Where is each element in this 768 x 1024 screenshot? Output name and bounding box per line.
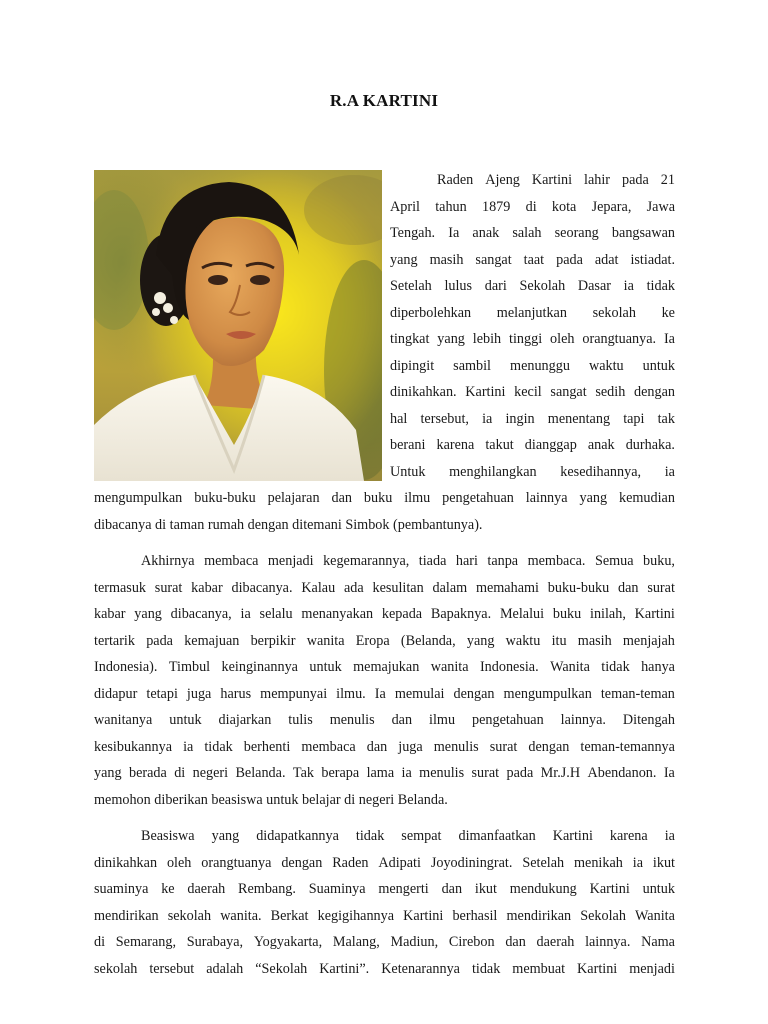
word: ia xyxy=(664,463,675,480)
word: menjajah xyxy=(622,632,675,649)
word: ia xyxy=(664,828,675,844)
word: ia xyxy=(183,738,194,755)
word: tinggi xyxy=(509,331,543,347)
word: “Sekolah xyxy=(255,960,308,977)
word: kesedihannya, xyxy=(560,463,642,480)
word: hanya xyxy=(641,659,675,675)
word: memahami xyxy=(475,579,539,596)
text-line xyxy=(94,734,675,761)
word: anak xyxy=(587,437,615,453)
word: menunggu xyxy=(510,357,570,374)
text-line xyxy=(390,353,675,380)
word: yang xyxy=(466,632,495,649)
word: yang xyxy=(437,331,465,347)
word: suaminya xyxy=(94,881,149,897)
text-line xyxy=(94,548,675,575)
word: untuk xyxy=(642,357,675,374)
word: buku, xyxy=(643,553,675,569)
word: selalu xyxy=(259,606,293,622)
word: seorang xyxy=(554,225,599,241)
word: dan xyxy=(618,579,639,596)
word: dan xyxy=(505,934,526,950)
word: didapur xyxy=(94,685,138,702)
word: buku xyxy=(363,490,393,506)
word: itu xyxy=(551,632,567,649)
word: buku-buku xyxy=(194,490,256,506)
word: Mr.J.H xyxy=(540,765,581,781)
word: Malang, xyxy=(332,934,380,950)
word: tanpa xyxy=(487,553,519,569)
word: di xyxy=(94,934,106,950)
word: Adipati xyxy=(378,854,421,871)
word: ke xyxy=(161,881,175,897)
word: sekolah xyxy=(167,907,212,924)
word: pengetahuan xyxy=(472,712,544,728)
word: kabar xyxy=(191,579,223,596)
word: tidak xyxy=(601,659,630,675)
word: memajukan xyxy=(353,659,420,675)
word: adalah xyxy=(206,960,244,977)
word: Wanita xyxy=(635,907,675,924)
word: inilah, xyxy=(590,606,626,622)
word: Indonesia. xyxy=(479,659,539,675)
word: ikut xyxy=(652,854,675,871)
word: juga xyxy=(398,738,423,755)
word: diperbolehkan xyxy=(390,304,472,321)
word: menikah xyxy=(574,854,623,871)
text-line xyxy=(94,760,675,787)
word: tahun xyxy=(435,198,467,215)
word: ikut xyxy=(474,881,497,897)
word: takut xyxy=(485,437,514,453)
word: Untuk xyxy=(390,463,426,480)
word: yang xyxy=(390,251,418,268)
word: tetapi xyxy=(146,685,178,702)
word: Suaminya xyxy=(308,881,366,897)
word: Beasiswa xyxy=(141,828,195,844)
word: lainnya. xyxy=(560,712,606,728)
word: sedih xyxy=(595,384,626,400)
intro-continuation xyxy=(94,485,675,538)
word: hal xyxy=(390,410,408,427)
word: keinginannya xyxy=(221,659,298,675)
word: kecil xyxy=(514,384,542,400)
word: ia xyxy=(240,606,251,622)
word: kabar xyxy=(94,606,126,622)
word: Kartini xyxy=(465,384,506,400)
word: pada xyxy=(146,632,173,649)
text-line xyxy=(390,326,675,353)
word: Kartini”. xyxy=(319,960,370,977)
word: kesibukannya xyxy=(94,738,173,755)
word: termasuk xyxy=(94,579,147,596)
word: Tak xyxy=(292,765,314,781)
text-line xyxy=(94,929,675,956)
word: membaca xyxy=(204,553,259,569)
word: kegigihannya xyxy=(317,907,395,924)
word: dengan xyxy=(453,685,495,702)
word: lainnya xyxy=(525,490,568,506)
word: istiadat. xyxy=(630,251,675,268)
word: surat xyxy=(154,579,183,596)
word: Ia xyxy=(374,685,386,702)
word: memulai xyxy=(394,685,445,702)
word: mempunyai xyxy=(260,685,328,702)
word: Sekolah xyxy=(580,907,626,924)
word: teman-temannya xyxy=(580,738,675,755)
text-line xyxy=(390,432,675,459)
word: menjadi xyxy=(629,960,675,977)
word: wanitanya xyxy=(94,712,153,728)
word: membaca xyxy=(301,738,356,755)
word: sambil xyxy=(453,357,492,374)
word: pada xyxy=(622,172,649,188)
word: Nama xyxy=(641,934,675,950)
word: Cirebon xyxy=(448,934,495,950)
word: daerah xyxy=(536,934,575,950)
word: tidak xyxy=(646,278,675,294)
word: lainnya. xyxy=(585,934,631,950)
word: untuk xyxy=(642,881,675,897)
word: Ketenarannya xyxy=(381,960,460,977)
word: anak xyxy=(472,225,500,241)
word: Timbul xyxy=(168,659,211,675)
word: sangat xyxy=(475,251,512,268)
word: yang xyxy=(579,490,608,506)
word: dan xyxy=(441,881,463,897)
word: lulus xyxy=(444,278,473,294)
word: surat xyxy=(489,738,518,755)
text-line xyxy=(390,459,675,486)
word: mengerti xyxy=(378,881,429,897)
word: sempat xyxy=(401,828,442,844)
word: lebih xyxy=(472,331,502,347)
text-line xyxy=(390,273,675,300)
word: tiada xyxy=(418,553,447,569)
word: yang xyxy=(134,606,162,622)
word: kemudian xyxy=(618,490,675,506)
word: waktu xyxy=(588,357,624,374)
word: Madiun, xyxy=(390,934,439,950)
word: tidak xyxy=(204,738,233,755)
word: Setelah xyxy=(390,278,432,294)
text-line xyxy=(94,707,675,734)
word: Kartini xyxy=(403,907,444,924)
text-line xyxy=(94,956,675,983)
word: kesulitan xyxy=(372,579,424,596)
word: lama xyxy=(366,765,395,781)
word: Akhirnya xyxy=(141,553,195,569)
word: Jawa xyxy=(646,198,675,215)
word: didapatkannya xyxy=(256,828,339,844)
text-line xyxy=(94,850,675,877)
word: tingkat xyxy=(390,331,430,347)
word: menanyakan xyxy=(301,606,374,622)
word: berapa xyxy=(321,765,360,781)
word: yang xyxy=(211,828,240,844)
word: sekolah xyxy=(94,960,138,977)
text-line xyxy=(390,194,675,221)
word: sekolah xyxy=(592,304,636,321)
word: buku xyxy=(552,606,582,622)
word: Kartini xyxy=(577,960,618,977)
word: oleh xyxy=(166,854,192,871)
word: teman-teman xyxy=(600,685,675,702)
word: dan xyxy=(366,738,388,755)
word: orangtuanya xyxy=(201,854,272,871)
word: ingin xyxy=(505,410,535,427)
word: karena xyxy=(609,828,648,844)
word: Tengah. xyxy=(390,225,436,241)
word: menghilangkan xyxy=(449,463,537,480)
word: Kartini xyxy=(552,828,593,844)
word: lahir xyxy=(584,172,611,188)
word: mendirikan xyxy=(506,907,572,924)
word: surat xyxy=(647,579,675,596)
word: tersebut xyxy=(149,960,195,977)
word: melanjutkan xyxy=(496,304,567,321)
word: Ajeng xyxy=(485,172,520,188)
word: dari xyxy=(484,278,507,294)
line-text: memohon diberikan beasiswa untuk belajar di negeri Belanda. xyxy=(94,791,448,808)
word: tersebut, xyxy=(420,410,469,427)
word: Setelah xyxy=(522,854,565,871)
word: taat xyxy=(523,251,545,268)
word: harus xyxy=(220,685,252,702)
word: Kalau xyxy=(301,579,336,596)
word: berani xyxy=(390,437,426,453)
word: dengan xyxy=(634,384,675,400)
text-line xyxy=(390,406,675,433)
word: Kartini xyxy=(589,881,630,897)
portrait-illustration xyxy=(94,170,382,481)
word: tidak xyxy=(355,828,385,844)
text-line xyxy=(94,654,675,681)
word: Belanda. xyxy=(235,765,286,781)
word: dan xyxy=(331,490,352,506)
word: ilmu xyxy=(404,490,431,506)
word: Ditengah xyxy=(622,712,675,728)
word: yang xyxy=(94,765,122,781)
word: berhenti xyxy=(243,738,291,755)
word: mendirikan xyxy=(94,907,159,924)
text-line xyxy=(94,575,675,602)
word: berpikir xyxy=(250,632,296,649)
word: negeri xyxy=(192,765,229,781)
text-line xyxy=(94,601,675,628)
word: April xyxy=(390,198,420,215)
text-line xyxy=(390,247,675,274)
word: dipingit xyxy=(390,357,435,374)
word: Indonesia). xyxy=(94,659,158,675)
word: daerah xyxy=(187,881,226,897)
word: dinikahkan xyxy=(94,854,158,871)
word: Bapaknya. xyxy=(430,606,492,622)
word: bangsawan xyxy=(611,225,675,241)
word: menulis xyxy=(329,712,375,728)
word: ia xyxy=(401,765,412,781)
word: tidak xyxy=(471,960,501,977)
word: kemajuan xyxy=(184,632,240,649)
word: membaca. xyxy=(527,553,586,569)
word: Raden xyxy=(332,854,369,871)
word: sangat xyxy=(550,384,587,400)
word: buku-buku xyxy=(547,579,610,596)
word: Wanita xyxy=(550,659,590,675)
line-text: dibacanya di taman rumah dengan ditemani Simbok (pembantunya). xyxy=(94,516,483,533)
word: untuk xyxy=(309,659,342,675)
word: membuat xyxy=(512,960,566,977)
text-line xyxy=(94,512,675,539)
text-line xyxy=(94,823,675,850)
word: Rembang. xyxy=(238,881,296,897)
word: Eropa xyxy=(355,632,390,649)
word: hari xyxy=(455,553,478,569)
word: tapi xyxy=(623,410,645,427)
word: tertarik xyxy=(94,632,135,649)
word: dan xyxy=(391,712,413,728)
word: dalam xyxy=(432,579,468,596)
word: pengetahuan xyxy=(442,490,514,506)
word: wanita xyxy=(306,632,345,649)
word: durhaka. xyxy=(625,437,675,453)
word: di xyxy=(525,198,537,215)
paragraph-reading xyxy=(94,548,675,813)
word: tulis xyxy=(288,712,313,728)
word: Abendanon. xyxy=(587,765,657,781)
word: Joyodiningrat. xyxy=(430,854,513,871)
paragraph-school xyxy=(94,823,675,982)
word: kegemarannya, xyxy=(323,553,410,569)
word: Semarang, xyxy=(115,934,177,950)
word: ada xyxy=(343,579,364,596)
word: tak xyxy=(657,410,675,427)
word: salah xyxy=(512,225,542,241)
text-line xyxy=(94,485,675,512)
word: oleh xyxy=(550,331,575,347)
word: dianggap xyxy=(524,437,577,453)
word: Ia xyxy=(663,765,675,781)
word: ke xyxy=(661,304,675,321)
word: mengumpulkan xyxy=(94,490,183,506)
word: dibacanya, xyxy=(170,606,232,622)
text-line xyxy=(390,167,675,194)
word: menulis xyxy=(433,738,479,755)
intro-paragraph xyxy=(390,167,675,485)
text-line xyxy=(94,628,675,655)
word: untuk xyxy=(169,712,202,728)
word: Kartini xyxy=(634,606,675,622)
kartini-portrait-image xyxy=(94,170,382,481)
word: ilmu xyxy=(429,712,456,728)
word: masih xyxy=(429,251,464,268)
word: Ia xyxy=(448,225,460,241)
word: karena xyxy=(436,437,475,453)
word: ilmu. xyxy=(336,685,366,702)
word: menjadi xyxy=(267,553,314,569)
word: surat xyxy=(471,765,500,781)
word: ia xyxy=(482,410,493,427)
word: Yogyakarta, xyxy=(253,934,323,950)
word: dinikahkan. xyxy=(390,384,457,400)
text-line xyxy=(94,681,675,708)
word: Berkat xyxy=(270,907,309,924)
word: 21 xyxy=(660,172,675,188)
word: juga xyxy=(186,685,212,702)
word: berada xyxy=(128,765,167,781)
text-line xyxy=(390,379,675,406)
text-line xyxy=(94,903,675,930)
word: Sekolah xyxy=(519,278,566,294)
word: menulis xyxy=(419,765,465,781)
word: dimanfaatkan xyxy=(458,828,536,844)
page-title: R.A KARTINI xyxy=(329,91,439,110)
word: ia xyxy=(632,854,644,871)
word: dibacanya. xyxy=(231,579,293,596)
word: pada xyxy=(506,765,534,781)
word: masih xyxy=(577,632,612,649)
text-line xyxy=(390,300,675,327)
word: ia xyxy=(623,278,634,294)
word: (Belanda, xyxy=(400,632,456,649)
word: kota xyxy=(551,198,577,215)
word: dengan xyxy=(281,854,323,871)
word: wanita xyxy=(430,659,469,675)
word: Melalui xyxy=(499,606,545,622)
word: Raden xyxy=(437,172,474,188)
word: waktu xyxy=(505,632,541,649)
word: adat xyxy=(594,251,619,268)
text-line xyxy=(94,876,675,903)
text-line xyxy=(94,787,675,814)
word: di xyxy=(174,765,186,781)
word: 1879 xyxy=(481,198,511,215)
word: wanita. xyxy=(220,907,262,924)
word: Ia xyxy=(663,331,675,347)
word: pada xyxy=(556,251,583,268)
word: pelajaran xyxy=(267,490,320,506)
word: mengumpulkan xyxy=(503,685,592,702)
word: Jepara, xyxy=(591,198,632,215)
word: Surabaya, xyxy=(186,934,244,950)
text-line xyxy=(390,220,675,247)
word: kepada xyxy=(381,606,423,622)
word: diajarkan xyxy=(218,712,272,728)
word: dengan xyxy=(528,738,570,755)
word: menentang xyxy=(547,410,611,427)
word: Kartini xyxy=(531,172,573,188)
word: berhasil xyxy=(452,907,498,924)
word: Semua xyxy=(594,553,634,569)
word: Dasar xyxy=(577,278,611,294)
word: orangtuanya. xyxy=(582,331,657,347)
word: mendukung xyxy=(509,881,577,897)
